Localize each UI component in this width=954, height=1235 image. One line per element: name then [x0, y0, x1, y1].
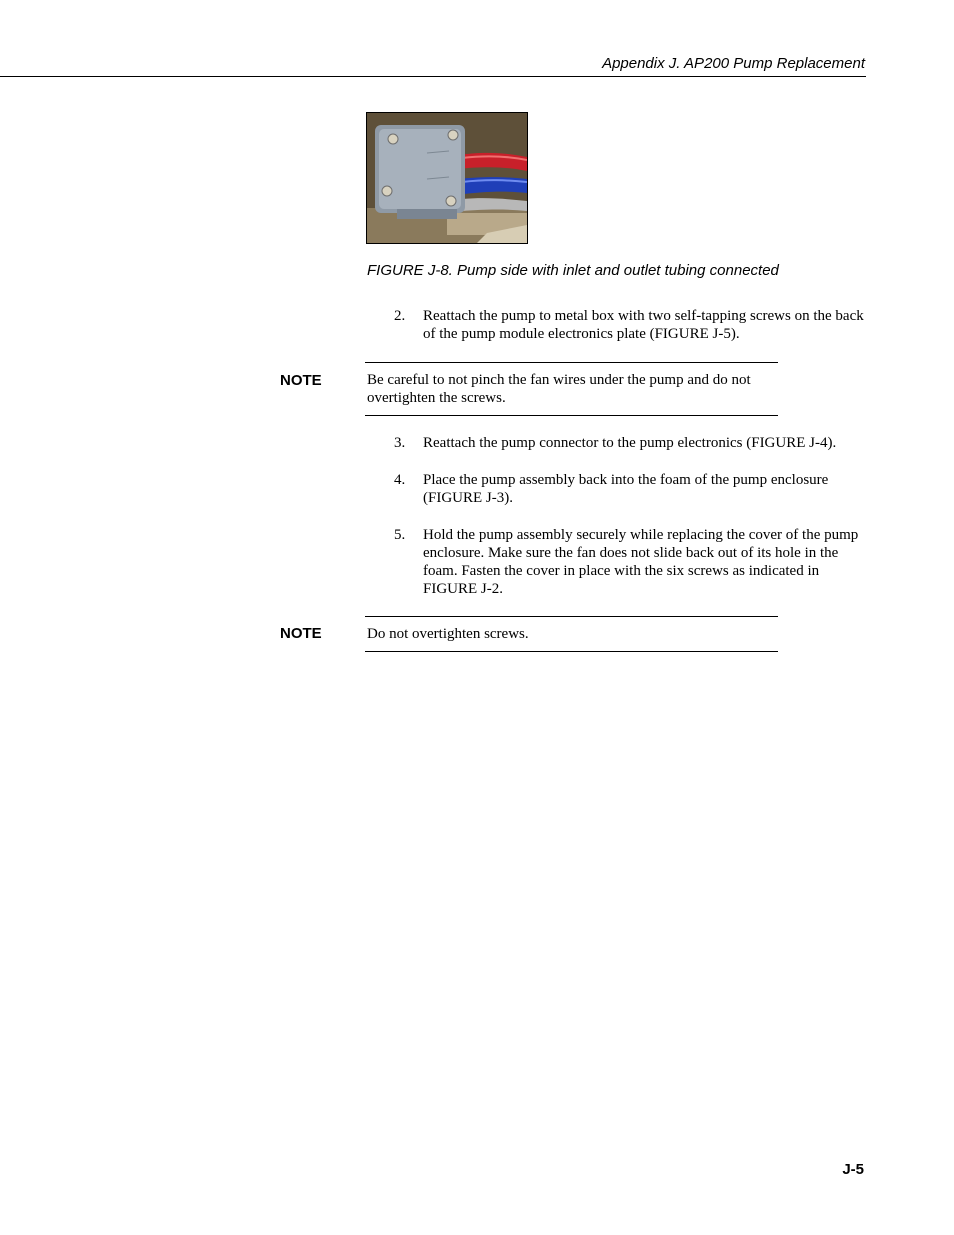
header-rule	[0, 76, 866, 77]
step-number: 2.	[394, 308, 406, 324]
pump-photo	[366, 112, 528, 244]
note-label: NOTE	[280, 625, 322, 642]
page-header-title: Appendix J. AP200 Pump Replacement	[602, 55, 865, 72]
note-rule-bottom	[365, 415, 778, 416]
figure-caption: FIGURE J-8. Pump side with inlet and outlet tubing connected	[367, 262, 779, 279]
note-rule-top	[365, 616, 778, 617]
step-text: Hold the pump assembly securely while replacing the cover of the pump enclosure. Make sure the fan does not slide back out of its hole in the foam. Fasten the cover in place with the six screws as indicated in FIGURE J-2.	[423, 527, 859, 597]
page-number: J-5	[842, 1161, 864, 1178]
step-number: 3.	[394, 435, 406, 451]
note-label: NOTE	[280, 372, 322, 389]
step-text: Reattach the pump connector to the pump electronics (FIGURE J-4).	[423, 435, 837, 451]
note-rule-top	[365, 362, 778, 363]
step-number: 5.	[394, 527, 406, 543]
note-text: Be careful to not pinch the fan wires under the pump and do not overtighten the screws.	[367, 372, 751, 406]
step-number: 4.	[394, 472, 406, 488]
note-rule-bottom	[365, 651, 778, 652]
step-text: Reattach the pump to metal box with two self-tapping screws on the back of the pump module electronics plate (FIGURE J-5).	[423, 308, 864, 342]
step-text: Place the pump assembly back into the foam of the pump enclosure (FIGURE J-3).	[423, 472, 829, 506]
note-text: Do not overtighten screws.	[367, 626, 529, 642]
